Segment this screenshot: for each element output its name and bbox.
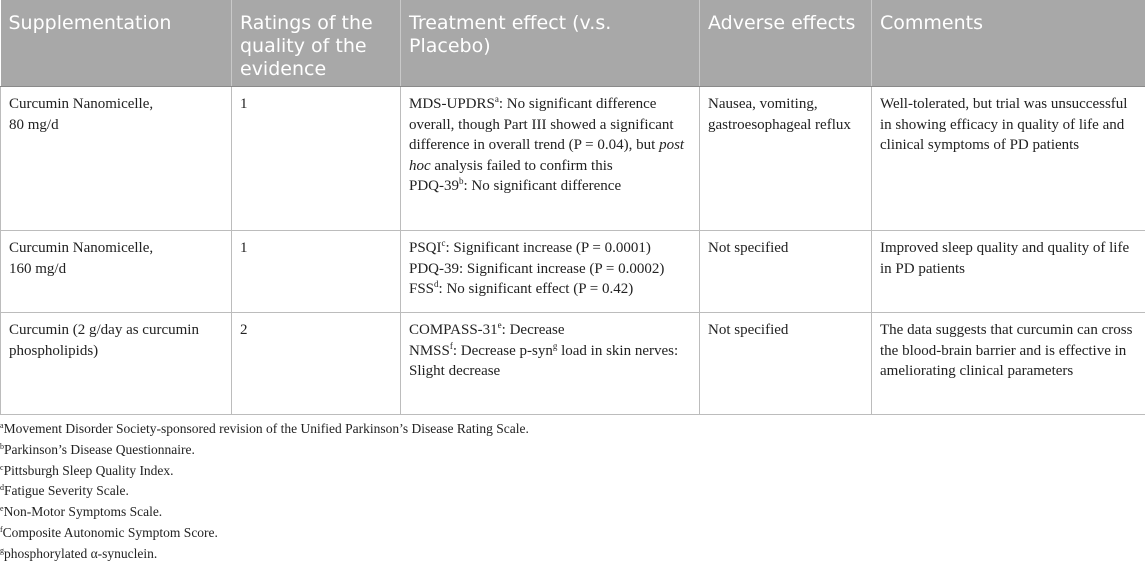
- nmss-text-end: load in skin nerves: Slight decrease: [409, 342, 679, 379]
- footnote-text: Fatigue Severity Scale.: [4, 483, 129, 499]
- footnote-ref: g: [552, 340, 558, 351]
- footnote-ref: e: [497, 320, 502, 330]
- cell-supplementation: [1, 87, 232, 231]
- cell-comments: The data suggests that curcumin can cross the blood-brain barrier and is effective in ameliorating clinical parameters: [872, 313, 1145, 415]
- footnote-mark: g: [0, 545, 4, 555]
- pdq-text: : No significant difference: [463, 178, 622, 194]
- compass-label: COMPASS-31: [409, 322, 498, 338]
- header-supplementation: Supplementation: [1, 0, 232, 87]
- supplementation-line: Curcumin Nanomicelle,: [9, 240, 154, 256]
- nmss-text: : Decrease p-syn: [452, 342, 553, 359]
- cell-rating: 2: [232, 313, 401, 415]
- footnote-text: Movement Disorder Society-sponsored revision of the Unified Parkinson’s Disease Rating Scale.: [3, 421, 529, 436]
- header-row: [1, 0, 1145, 87]
- footnote-ref: c: [441, 238, 446, 248]
- footnote-ref: b: [459, 176, 464, 186]
- footnote: [0, 544, 1145, 565]
- footnote: [0, 440, 1145, 461]
- pdq-label: PDQ-39: [409, 178, 460, 194]
- footnotes: [0, 415, 1145, 565]
- footnote: [0, 502, 1145, 523]
- header-comments: Comments: [872, 0, 1145, 87]
- psqi-text: : Significant increase (P = 0.0001): [445, 240, 651, 256]
- mds-text-end: analysis failed to confirm this: [430, 157, 613, 174]
- footnote-mark: d: [0, 483, 4, 493]
- psqi-label: PSQI: [409, 240, 442, 256]
- cell-supplementation: [1, 231, 232, 313]
- footnote-text: phosphorylated α-synuclein.: [4, 545, 158, 561]
- footnote-text: Non-Motor Symptoms Scale.: [3, 504, 163, 520]
- footnote-mark: c: [0, 462, 4, 472]
- cell-treatment-effect: [401, 87, 700, 231]
- header-treatment-effect: Treatment effect (v.s. Placebo): [401, 0, 700, 87]
- table-row: [1, 231, 1145, 313]
- footnote-ref: d: [434, 279, 439, 289]
- compass-text: : Decrease: [501, 322, 565, 338]
- cell-treatment-effect: [401, 313, 700, 415]
- cell-comments: Well-tolerated, but trial was unsuccessful in showing efficacy in quality of life and clinical symptoms of PD patients: [872, 87, 1145, 231]
- footnote: [0, 461, 1145, 482]
- footnote-text: Parkinson’s Disease Questionnaire.: [4, 441, 195, 457]
- footnote-mark: a: [0, 421, 4, 430]
- header-rating: Ratings of the quality of the evidence: [232, 0, 401, 87]
- cell-treatment-effect: [401, 231, 700, 313]
- fss-text: : No significant effect (P = 0.42): [438, 281, 634, 297]
- footnote-mark: e: [0, 504, 4, 514]
- footnote-mark: b: [0, 441, 4, 451]
- fss-label: FSS: [409, 281, 435, 297]
- cell-adverse-effects: Not specified: [700, 231, 872, 313]
- mds-label: MDS-UPDRS: [409, 96, 495, 112]
- header-adverse-effects: Adverse effects: [700, 0, 872, 87]
- nmss-label: NMSS: [409, 342, 450, 359]
- cell-rating: 1: [232, 87, 401, 231]
- footnote: [0, 481, 1145, 502]
- supplementation-line: Curcumin Nanomicelle,: [9, 96, 154, 112]
- footnote: [0, 523, 1145, 544]
- footnote: [0, 419, 1145, 440]
- supplementation-line: 80 mg/d: [9, 116, 59, 133]
- cell-adverse-effects: Nausea, vomiting, gastroesophageal reflux: [700, 87, 872, 231]
- supplementation-line: Curcumin (2 g/day as curcumin: [9, 322, 199, 338]
- supplementation-line: phospholipids): [9, 342, 99, 359]
- cell-comments: Improved sleep quality and quality of life in PD patients: [872, 231, 1145, 313]
- cell-adverse-effects: Not specified: [700, 313, 872, 415]
- table-row: [1, 87, 1145, 231]
- footnote-ref: f: [449, 340, 453, 351]
- table-row: [1, 313, 1145, 415]
- cell-supplementation: [1, 313, 232, 415]
- pdq-line: PDQ-39: Significant increase (P = 0.0002): [409, 260, 665, 277]
- footnote-ref: a: [494, 94, 499, 104]
- cell-rating: 1: [232, 231, 401, 313]
- mds-text: : No significant difference overall, though Part III showed a significant difference in overall trend (P = 0.04), but: [409, 96, 674, 153]
- supplementation-line: 160 mg/d: [9, 260, 67, 277]
- footnote-mark: f: [0, 524, 3, 534]
- footnote-text: Pittsburgh Sleep Quality Index.: [3, 462, 174, 478]
- mds-italic: post hoc: [409, 137, 685, 174]
- footnote-text: Composite Autonomic Symptom Score.: [2, 524, 218, 540]
